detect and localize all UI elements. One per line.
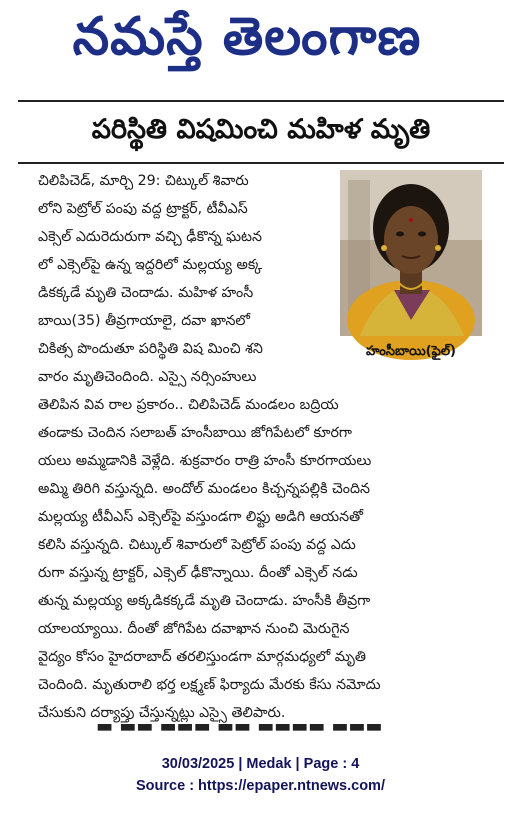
article-line: డికక్కడే మృతి చెందాడు. మహిళ హంసీ (38, 285, 254, 301)
article-line: మల్లయ్య టీవీఎస్ ఎక్సెల్‌పై వస్తుండగా లిఫ్టు అడిగి ఆయనతో (38, 509, 363, 525)
article-line: తెలిపిన వివ రాల ప్రకారం.. చిలిపిచెడ్ మండలం బద్రియ (38, 397, 339, 413)
article-line: యాలయ్యాయి. దీంతో జోగిపేట దవాఖాన నుంచి మెరుగైన (38, 621, 350, 637)
headline: పరిస్థితి విషమించి మహిళ మృతి (91, 114, 431, 145)
article-line: అమ్మి తిరిగి వస్తున్నది. అందోల్ మండలం కిచ్చన్నపల్లికి చెందిన (38, 481, 370, 497)
article-line: లో ఎక్సెల్‌పై ఉన్న ఇద్దరిలో మల్లయ్య అక్క (38, 257, 263, 273)
article-line: ఎక్సెల్ ఎదురెదురుగా వచ్చి ఢీకొన్న ఘటన (38, 229, 262, 245)
article-line: వారం మృతిచెందింది. ఎస్సై నర్సింహులు (38, 369, 257, 385)
article-line: చికిత్స పొందుతూ పరిస్థితి విష మించి శని (38, 341, 263, 357)
article-line: చిలిపిచెడ్, మార్చి 29: చిట్కుల్ శివారు (38, 173, 249, 189)
article-line: తున్న మల్లయ్య అక్కడికక్కడే మృతి చెందాడు. హంసీకి తీవ్రగా (38, 593, 371, 609)
article-line: చేసుకుని దర్యాప్తు చేస్తున్నట్లు ఎస్సై తెలిపారు. (38, 705, 286, 721)
article-line: లోని పెట్రోల్ పంపు వద్ద ట్రాక్టర్, టీవీఎస్ (38, 201, 248, 217)
article-line: కలిసి వస్తున్నది. చిట్కుల్ శివారులో పెట్రోల్ పంపు వద్ద ఎదు (38, 537, 356, 553)
photo-caption: హంసీబాయి(ఫైల్) (366, 344, 456, 359)
footer-date-edition: 30/03/2025 | Medak | Page : 4 (161, 756, 360, 772)
article-line: తండాకు చెందిన సలాబత్ హంసీబాయి జోగిపేటలో కూరగా (38, 425, 352, 441)
portrait-illustration (340, 170, 482, 336)
next-headline-cutoff: ▬ ▬▬ ▬▬▬ ▬▬ ▬▬▬▬ ▬▬▬ (96, 716, 383, 737)
headline-divider (18, 162, 504, 164)
masthead: నమస్తే తెలంగాణ (72, 6, 422, 67)
article-line: యలు అమ్మడానికి వెళ్లేది. శుక్రవారం రాత్రి హంసీ కూరగాయలు (38, 453, 372, 469)
article-line: వైద్యం కోసం హైదరాబాద్ తరలిస్తుండగా మార్గమధ్యలో మృతి (38, 649, 366, 665)
portrait-photo (340, 170, 482, 336)
article-line: బాయి(35) తీవ్రగాయాలై, దవా ఖానలో (38, 313, 251, 329)
top-divider (18, 100, 504, 102)
footer-source: Source : https://epaper.ntnews.com/ (136, 778, 385, 794)
article-line: రుగా వస్తున్న ట్రాక్టర్, ఎక్సెల్ ఢీకొన్నాయి. దీంతో ఎక్సెల్ నడు (38, 565, 358, 581)
article-line: చెందింది. మృతురాలి భర్త లక్ష్మణ్ ఫిర్యాదు మేరకు కేసు నమోదు (38, 677, 381, 693)
